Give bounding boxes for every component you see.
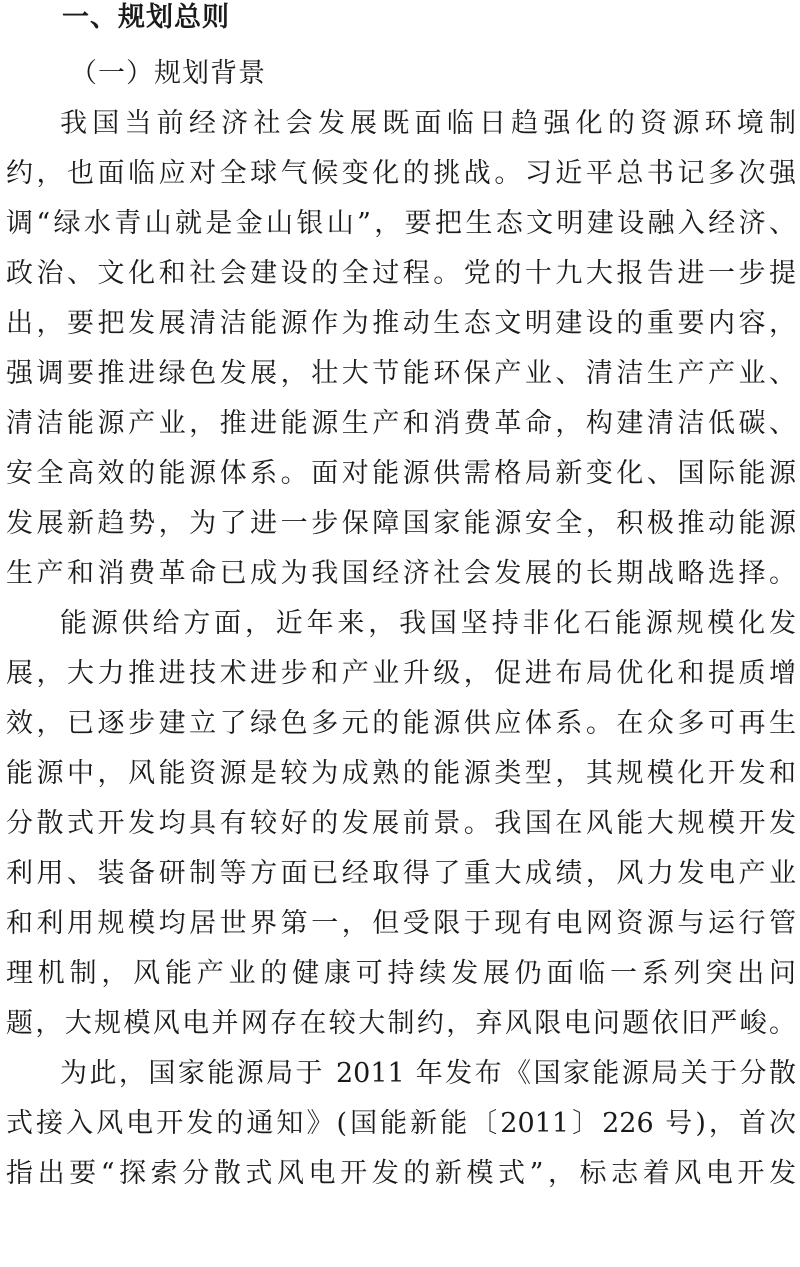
paragraph-line <box>0 402 800 446</box>
paragraph-line-text: 出，要把发展清洁能源作为推动生态文明建设的重要内容， <box>6 308 796 339</box>
paragraph-line <box>0 852 800 896</box>
paragraph-line <box>0 702 800 746</box>
paragraph-line-text: 政治、文化和社会建设的全过程。党的十九大报告进一步提 <box>6 258 796 289</box>
paragraph-line <box>0 552 800 596</box>
paragraph-line <box>0 1052 800 1096</box>
paragraph-line-text: 生产和消费革命已成为我国经济社会发展的长期战略选择。 <box>6 558 796 589</box>
paragraph-line-text: 和利用规模均居世界第一，但受限于现有电网资源与运行管 <box>6 908 796 939</box>
paragraph-line-text: 效，已逐步建立了绿色多元的能源供应体系。在众多可再生 <box>6 708 796 739</box>
paragraph-line <box>0 252 800 296</box>
paragraph-line-text: 分散式开发均具有较好的发展前景。我国在风能大规模开发 <box>6 808 796 839</box>
paragraph-line-text: 我国当前经济社会发展既面临日趋强化的资源环境制 <box>60 108 796 139</box>
paragraph-line-text: 理机制，风能产业的健康可持续发展仍面临一系列突出问 <box>6 958 796 989</box>
paragraph-line <box>0 752 800 796</box>
paragraph-line-text: 式接入风电开发的通知》(国能新能〔2011〕226 号)，首次 <box>6 1108 796 1139</box>
paragraph-line <box>0 152 800 196</box>
paragraph-line <box>0 302 800 346</box>
section-heading: 一、规划总则 <box>62 2 230 33</box>
paragraph-line <box>0 1152 800 1196</box>
paragraph-line <box>0 452 800 496</box>
paragraph-line-text: 发展新趋势，为了进一步保障国家能源安全，积极推动能源 <box>6 508 796 539</box>
paragraph-line-text: 展，大力推进技术进步和产业升级，促进布局优化和提质增 <box>6 658 796 689</box>
paragraph-line-text: 清洁能源产业，推进能源生产和消费革命，构建清洁低碳、 <box>6 408 796 439</box>
paragraph-line <box>0 1102 800 1146</box>
paragraph-line-text: 能源中，风能资源是较为成熟的能源类型，其规模化开发和 <box>6 758 796 789</box>
paragraph-line <box>0 1002 800 1046</box>
paragraph-line <box>0 902 800 946</box>
paragraph-line <box>0 202 800 246</box>
paragraph-line-text: 为此，国家能源局于 2011 年发布《国家能源局关于分散 <box>60 1058 796 1089</box>
paragraph-line <box>0 952 800 996</box>
paragraph-line <box>0 102 800 146</box>
paragraph-line-text: 能源供给方面，近年来，我国坚持非化石能源规模化发 <box>60 608 796 639</box>
section-subheading: （一）规划背景 <box>70 58 266 89</box>
paragraph-line-text: 强调要推进绿色发展，壮大节能环保产业、清洁生产产业、 <box>6 358 796 389</box>
paragraph-line <box>0 502 800 546</box>
paragraph-line <box>0 352 800 396</box>
paragraph-line-text: 约，也面临应对全球气候变化的挑战。习近平总书记多次强 <box>6 158 796 189</box>
paragraph-line-text: 调“绿水青山就是金山银山”，要把生态文明建设融入经济、 <box>6 208 796 239</box>
paragraph-line <box>0 802 800 846</box>
paragraph-line-text: 利用、装备研制等方面已经取得了重大成绩，风力发电产业 <box>6 858 796 889</box>
paragraph-line <box>0 652 800 696</box>
paragraph-line-text: 指出要“探索分散式风电开发的新模式”，标志着风电开发 <box>6 1158 796 1189</box>
paragraph-line-text: 题，大规模风电并网存在较大制约，弃风限电问题依旧严峻。 <box>6 1008 796 1039</box>
paragraph-line <box>0 602 800 646</box>
paragraph-line-text: 安全高效的能源体系。面对能源供需格局新变化、国际能源 <box>6 458 796 489</box>
